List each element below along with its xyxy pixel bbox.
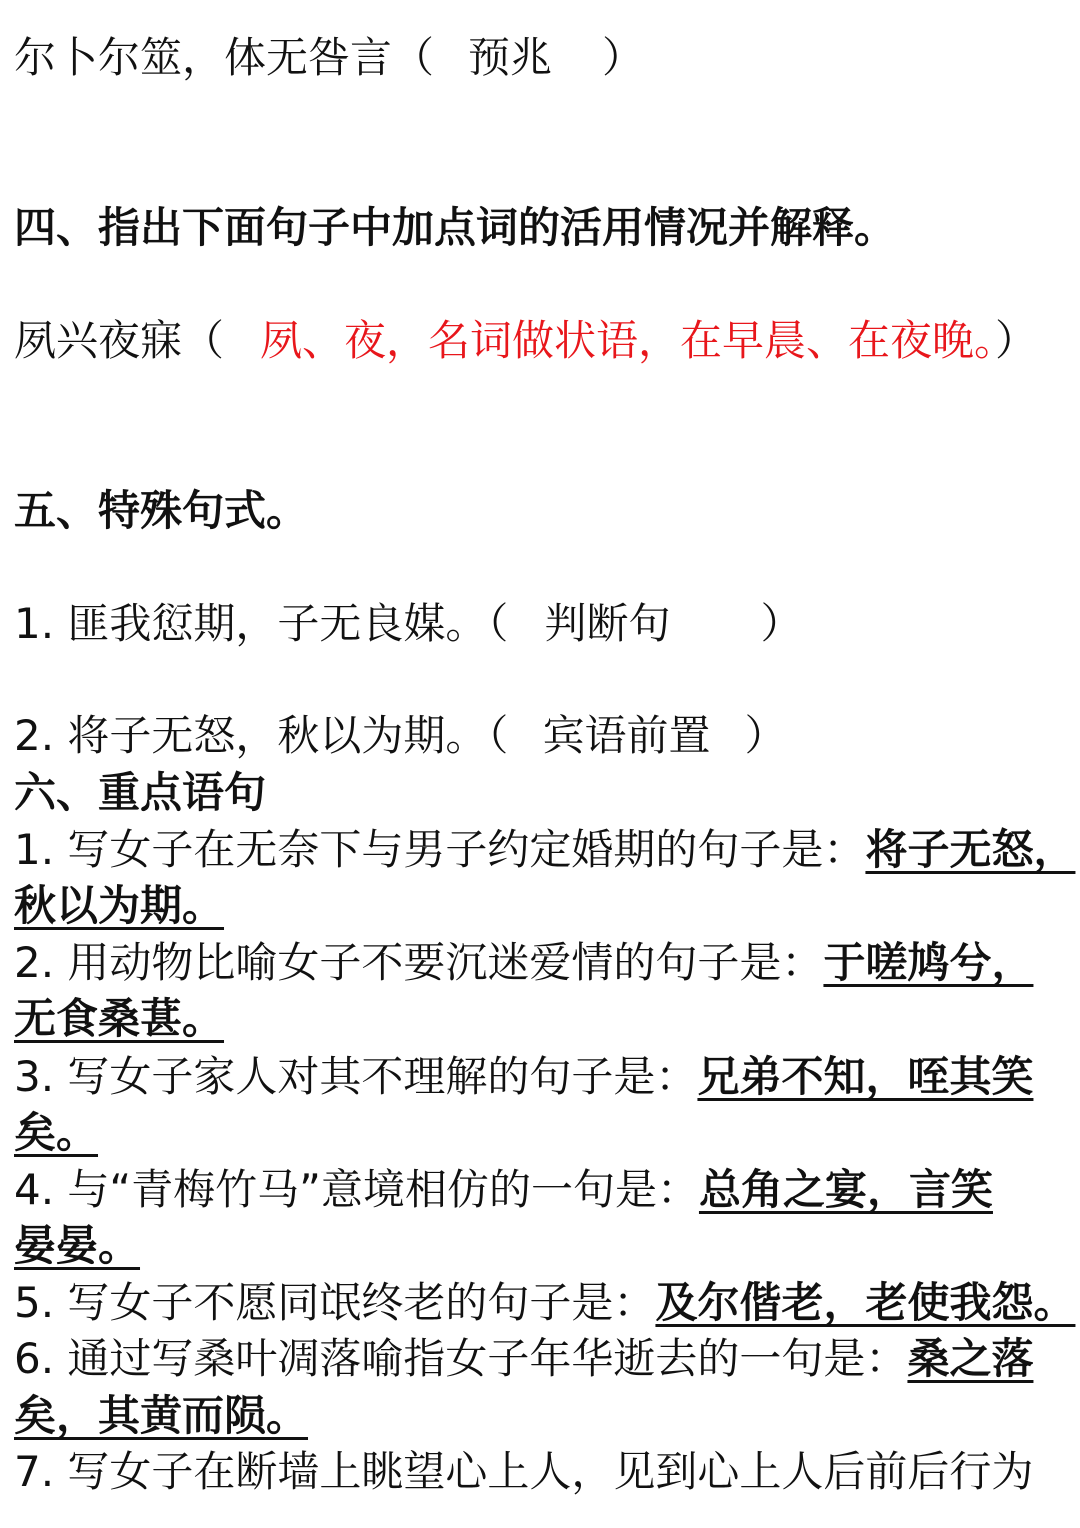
answer-text: 于嗟鸠兮， bbox=[823, 938, 1034, 987]
answer-text: 总角之宴，言笑 bbox=[698, 1165, 993, 1214]
key-sentence-2 bbox=[14, 935, 1072, 991]
answer-text: 无食桑葚。 bbox=[14, 994, 225, 1043]
close-paren: ） bbox=[744, 711, 787, 760]
question-text: 6. 通过写桑叶凋落喻指女子年华逝去的一句是： bbox=[14, 1334, 908, 1383]
question-text: 4. 与“青梅竹马”意境相仿的一句是： bbox=[14, 1165, 699, 1214]
section-5-item-1 bbox=[14, 596, 1072, 652]
question-text: 7. 写女子在断墙上眺望心上人，见到心上人后前后行为 bbox=[14, 1447, 1034, 1496]
answer-text: 秋以为期。 bbox=[14, 881, 225, 930]
key-sentence-2-cont bbox=[14, 991, 1072, 1047]
question-text: 1. 写女子在无奈下与男子约定婚期的句子是： bbox=[14, 825, 866, 874]
answer-text: 兄弟不知，咥其笑 bbox=[697, 1052, 1034, 1101]
answer-text: 矣，其黄而陨。 bbox=[14, 1391, 309, 1440]
key-sentence-1-cont bbox=[14, 878, 1072, 934]
close-paren: ） bbox=[995, 316, 1038, 365]
key-sentence-1 bbox=[14, 822, 1076, 878]
key-sentence-6-cont bbox=[14, 1388, 1072, 1444]
question-text: 夙兴夜寐（ bbox=[14, 316, 225, 365]
answer-text: 矣。 bbox=[14, 1108, 99, 1157]
question-text: 2. 将子无怒，秋以为期。（ bbox=[14, 711, 509, 760]
answer-text: 将子无怒， bbox=[865, 825, 1076, 874]
answer-text: 预兆 bbox=[468, 33, 553, 82]
key-sentence-5 bbox=[14, 1275, 1076, 1331]
key-sentence-4 bbox=[14, 1162, 1072, 1218]
close-paren: ） bbox=[760, 599, 803, 648]
answer-text: 桑之落 bbox=[907, 1334, 1034, 1383]
divination-line bbox=[14, 30, 1072, 86]
question-text: 尔卜尔筮，体无咎言（ bbox=[14, 33, 435, 82]
section-5-item-2 bbox=[14, 708, 1072, 764]
key-sentence-7 bbox=[14, 1444, 1072, 1500]
section-6-heading: 六、重点语句 bbox=[14, 768, 267, 817]
question-text: 2. 用动物比喻女子不要沉迷爱情的句子是： bbox=[14, 938, 824, 987]
section-4-item bbox=[14, 313, 1072, 369]
key-sentence-3-cont bbox=[14, 1105, 1072, 1161]
answer-text: 及尔偕老，老使我怨。 bbox=[655, 1278, 1076, 1327]
question-text: 3. 写女子家人对其不理解的句子是： bbox=[14, 1052, 698, 1101]
question-text: 1. 匪我愆期，子无良媒。（ bbox=[14, 599, 509, 648]
key-sentence-3 bbox=[14, 1049, 1072, 1105]
answer-text: 晏晏。 bbox=[14, 1221, 141, 1270]
section-5-heading: 五、特殊句式。 bbox=[14, 486, 309, 535]
answer-text: 宾语前置 bbox=[542, 711, 711, 760]
question-text: 5. 写女子不愿同氓终老的句子是： bbox=[14, 1278, 656, 1327]
key-sentence-6 bbox=[14, 1331, 1072, 1387]
key-sentence-4-cont bbox=[14, 1218, 1072, 1274]
red-answer-text: 夙、夜，名词做状语，在早晨、在夜晚。 bbox=[260, 316, 996, 365]
close-paren: ） bbox=[602, 33, 645, 82]
section-4-heading: 四、指出下面句子中加点词的活用情况并解释。 bbox=[14, 203, 897, 252]
answer-text: 判断句 bbox=[544, 599, 671, 648]
